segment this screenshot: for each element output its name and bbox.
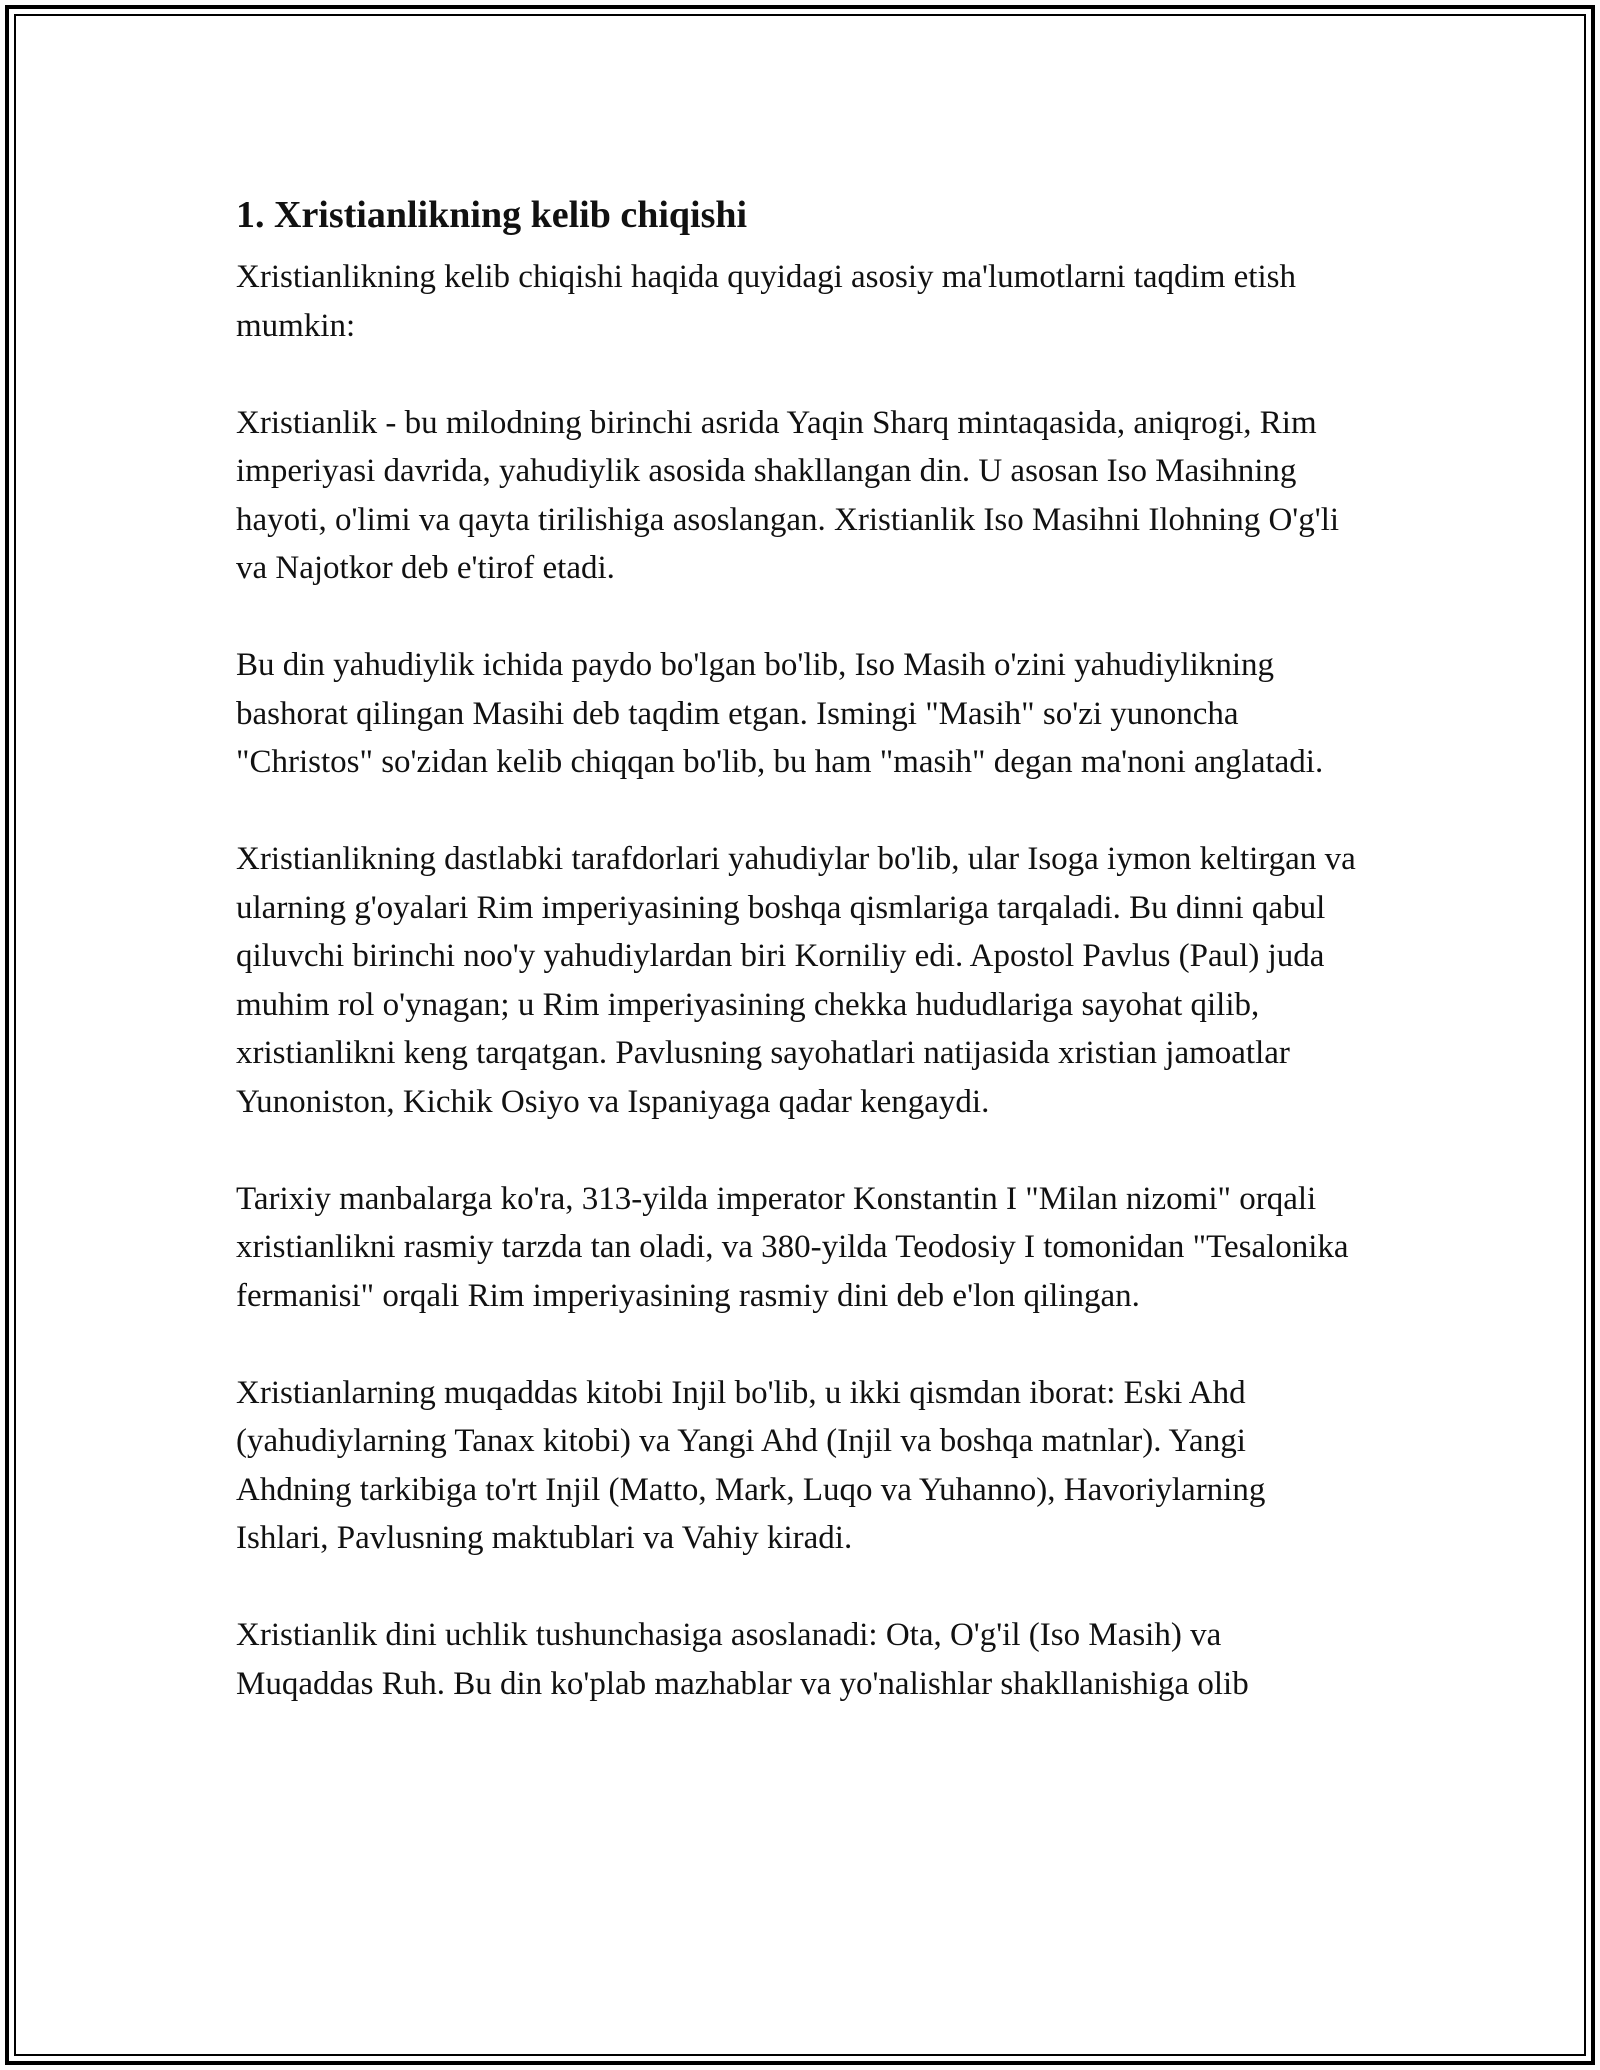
paragraph-origin: Bu din yahudiylik ichida paydo bo'lgan bo'lib, Iso Masih o'zini yahudiylikning bashorat qilingan Masihi deb taqdim etgan. Ismingi "Masih" so'zi yunoncha "Christos" so'zidan kelib chiqqan bo'lib, bu ham "masih" degan ma'noni anglatadi. bbox=[236, 647, 1324, 780]
paragraph-trinity: Xristianlik dini uchlik tushunchasiga asoslanadi: Ota, O'g'il (Iso Masih) va Muqaddas Ruh. Bu din ko'plab mazhablar va yo'nalishlar shakllanishiga olib bbox=[236, 1617, 1249, 1702]
paragraph-definition: Xristianlik - bu milodning birinchi asrida Yaqin Sharq mintaqasida, aniqrogi, Rim imperiyasi davrida, yahudiylik asosida shakllangan din. U asosan Iso Masihning hayoti, o'limi va qayta tirilishiga asoslangan. Xristianlik Iso Masihni Ilohning O'g'li va Najotkor deb e'tirof etadi. bbox=[236, 404, 1340, 586]
section-heading: 1. Xristianlikning kelib chiqishi bbox=[236, 194, 748, 236]
paragraph-history: Tarixiy manbalarga ko'ra, 313-yilda imperator Konstantin I "Milan nizomi" orqali xristianlikni rasmiy tarzda tan oladi, va 380-yilda Teodosiy I tomonidan "Tesalonika fermanisi" orqali Rim imperiyasining rasmiy dini deb e'lon qilingan. bbox=[236, 1180, 1349, 1314]
paragraph-intro: Xristianlikning kelib chiqishi haqida quyidagi asosiy ma'lumotlarni taqdim etish mumkin: bbox=[236, 259, 1296, 344]
paragraph-spread: Xristianlikning dastlabki tarafdorlari yahudiylar bo'lib, ular Isoga iymon keltirgan va ularning g'oyalari Rim imperiyasining boshqa qismlariga tarqaladi. Bu dinni qabul qiluvchi birinchi noo'y yahudiylardan biri Korniliy edi. Apostol Pavlus (Paul) juda muhim rol o'ynagan; u Rim imperiyasining chekka hududlariga sayohat qilib, xristianlikni keng tarqatgan. Pavlusning sayohatlari natijasida xristian jamoatlar Yunoniston, Kichik Osiyo va Ispaniyaga qadar kengaydi. bbox=[236, 841, 1356, 1120]
document-body bbox=[236, 185, 1366, 1757]
paragraph-scripture: Xristianlarning muqaddas kitobi Injil bo'lib, u ikki qismdan iborat: Eski Ahd (yahudiylarning Tanax kitobi) va Yangi Ahd (Injil va boshqa matnlar). Yangi Ahdning tarkibiga to'rt Injil (Matto, Mark, Luqo va Yuhanno), Havoriylarning Ishlari, Pavlusning maktublari va Vahiy kiradi. bbox=[236, 1374, 1266, 1556]
